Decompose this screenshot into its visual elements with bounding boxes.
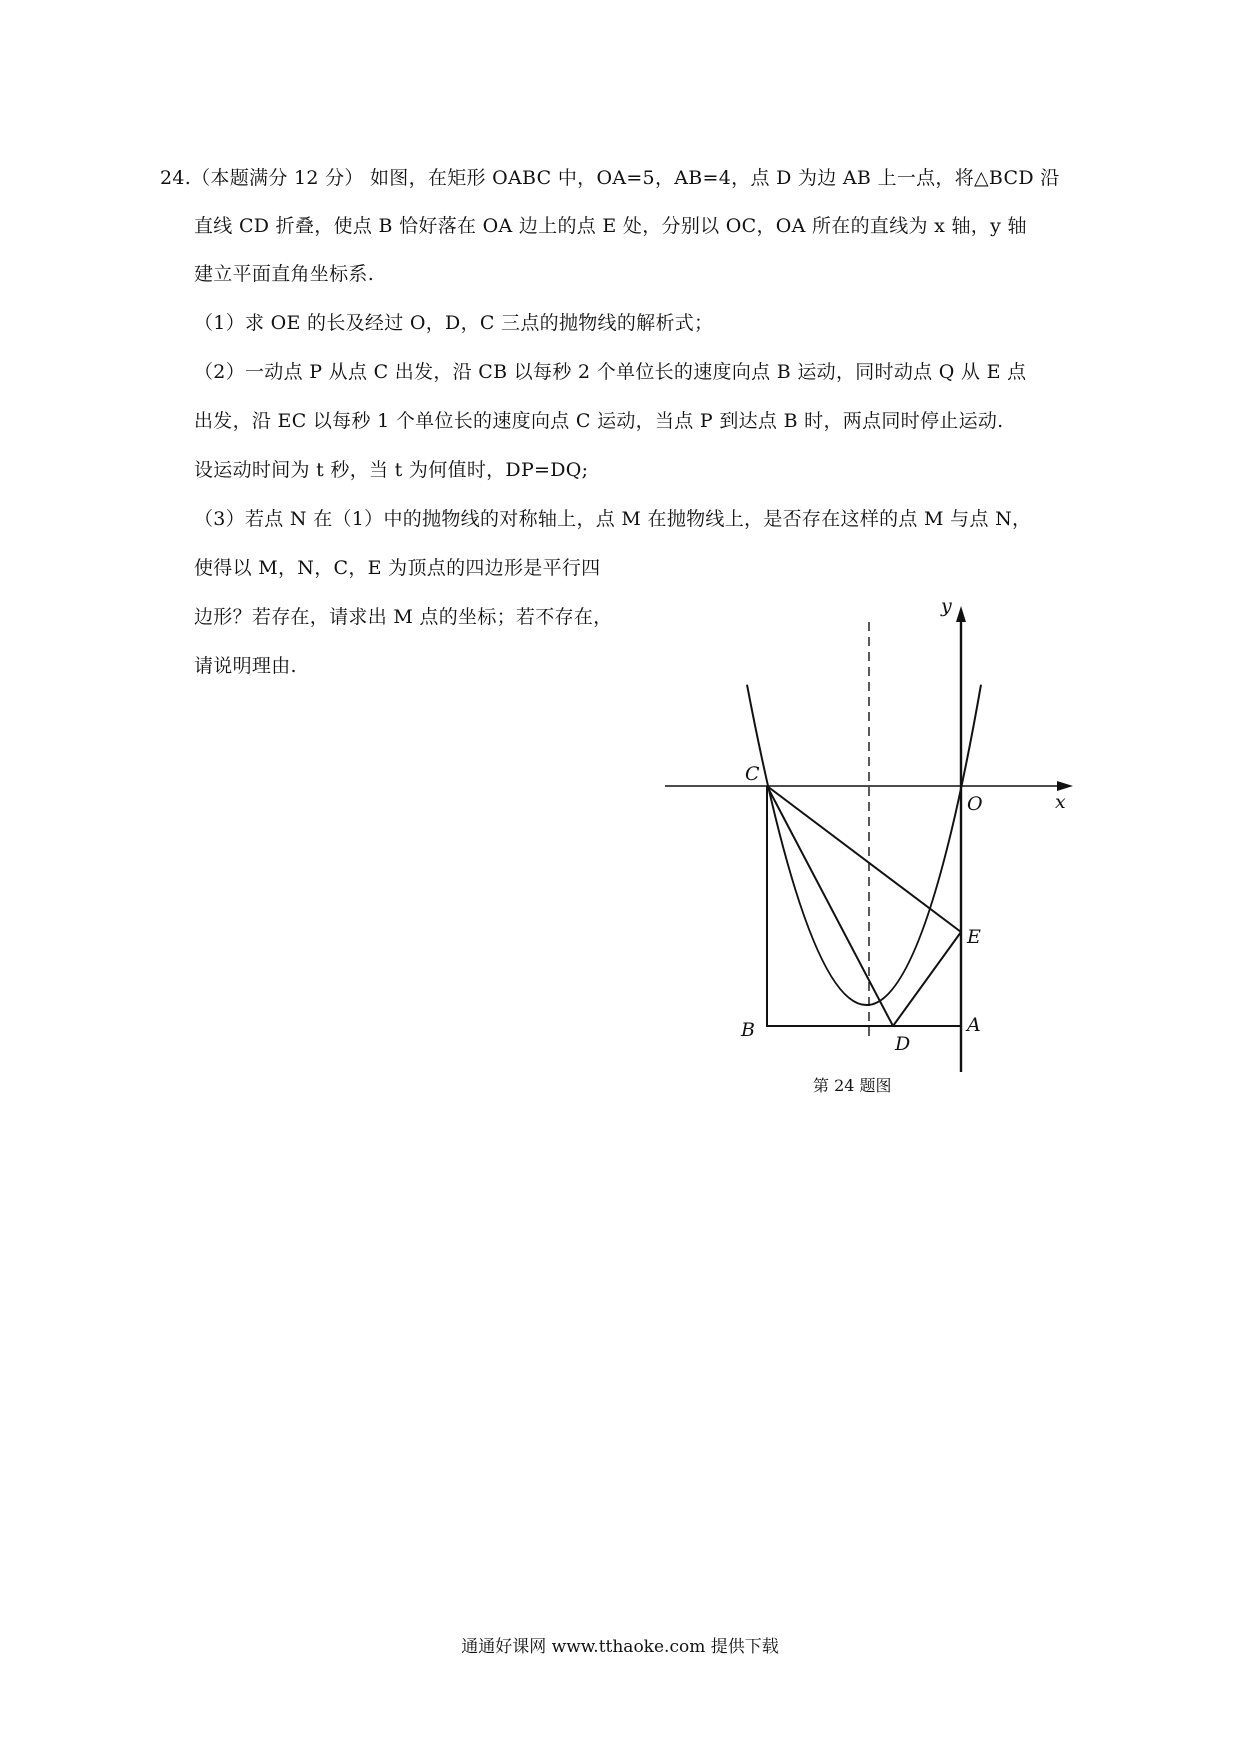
label-y: y: [941, 600, 952, 617]
geometry-figure: [655, 600, 1095, 1110]
problem-line-11: 请说明理由.: [194, 655, 297, 677]
segment-ed: [893, 932, 961, 1026]
label-x: x: [1055, 791, 1066, 813]
page-footer: 通通好课网 www.tthaoke.com 提供下载: [461, 1637, 779, 1657]
segment-ce: [767, 786, 961, 932]
label-c: C: [745, 763, 760, 785]
figure-svg: [655, 600, 1095, 1110]
label-a: A: [967, 1014, 981, 1036]
segment-cd: [767, 786, 893, 1026]
rectangle-oabc: [767, 786, 961, 1026]
label-o: O: [967, 793, 983, 815]
parabola-curve: [747, 685, 981, 1005]
problem-line-5: （2）一动点 P 从点 C 出发，沿 CB 以每秒 2 个单位长的速度向点 B 运动，同时动点 Q 从 E 点: [194, 361, 1027, 383]
problem-line-6: 出发，沿 EC 以每秒 1 个单位长的速度向点 C 运动，当点 P 到达点 B 时，两点同时停止运动.: [194, 410, 1004, 432]
problem-line-3: 建立平面直角坐标系.: [194, 263, 375, 285]
problem-line-10: 边形？若存在，请求出 M 点的坐标；若不存在，: [194, 606, 613, 628]
problem-line-1: 24.（本题满分 12 分） 如图，在矩形 OABC 中，OA=5，AB=4，点 D 为边 AB 上一点，将△BCD 沿: [160, 167, 1060, 189]
y-axis-arrow: [956, 606, 966, 622]
figure-caption: 第 24 题图: [813, 1076, 892, 1095]
problem-line-9: 使得以 M，N，C，E 为顶点的四边形是平行四: [194, 557, 601, 579]
problem-line-7: 设运动时间为 t 秒，当 t 为何值时，DP=DQ;: [194, 459, 589, 481]
label-b: B: [741, 1019, 755, 1041]
label-e: E: [967, 926, 981, 948]
problem-line-8: （3）若点 N 在（1）中的抛物线的对称轴上，点 M 在抛物线上，是否存在这样的点 M 与点 N，: [194, 508, 1032, 530]
x-axis-arrow: [1057, 781, 1073, 791]
label-d: D: [895, 1033, 911, 1055]
problem-line-2: 直线 CD 折叠，使点 B 恰好落在 OA 边上的点 E 处，分别以 OC，OA 所在的直线为 x 轴，y 轴: [194, 215, 1027, 237]
problem-line-4: （1）求 OE 的长及经过 O，D，C 三点的抛物线的解析式；: [194, 312, 714, 334]
